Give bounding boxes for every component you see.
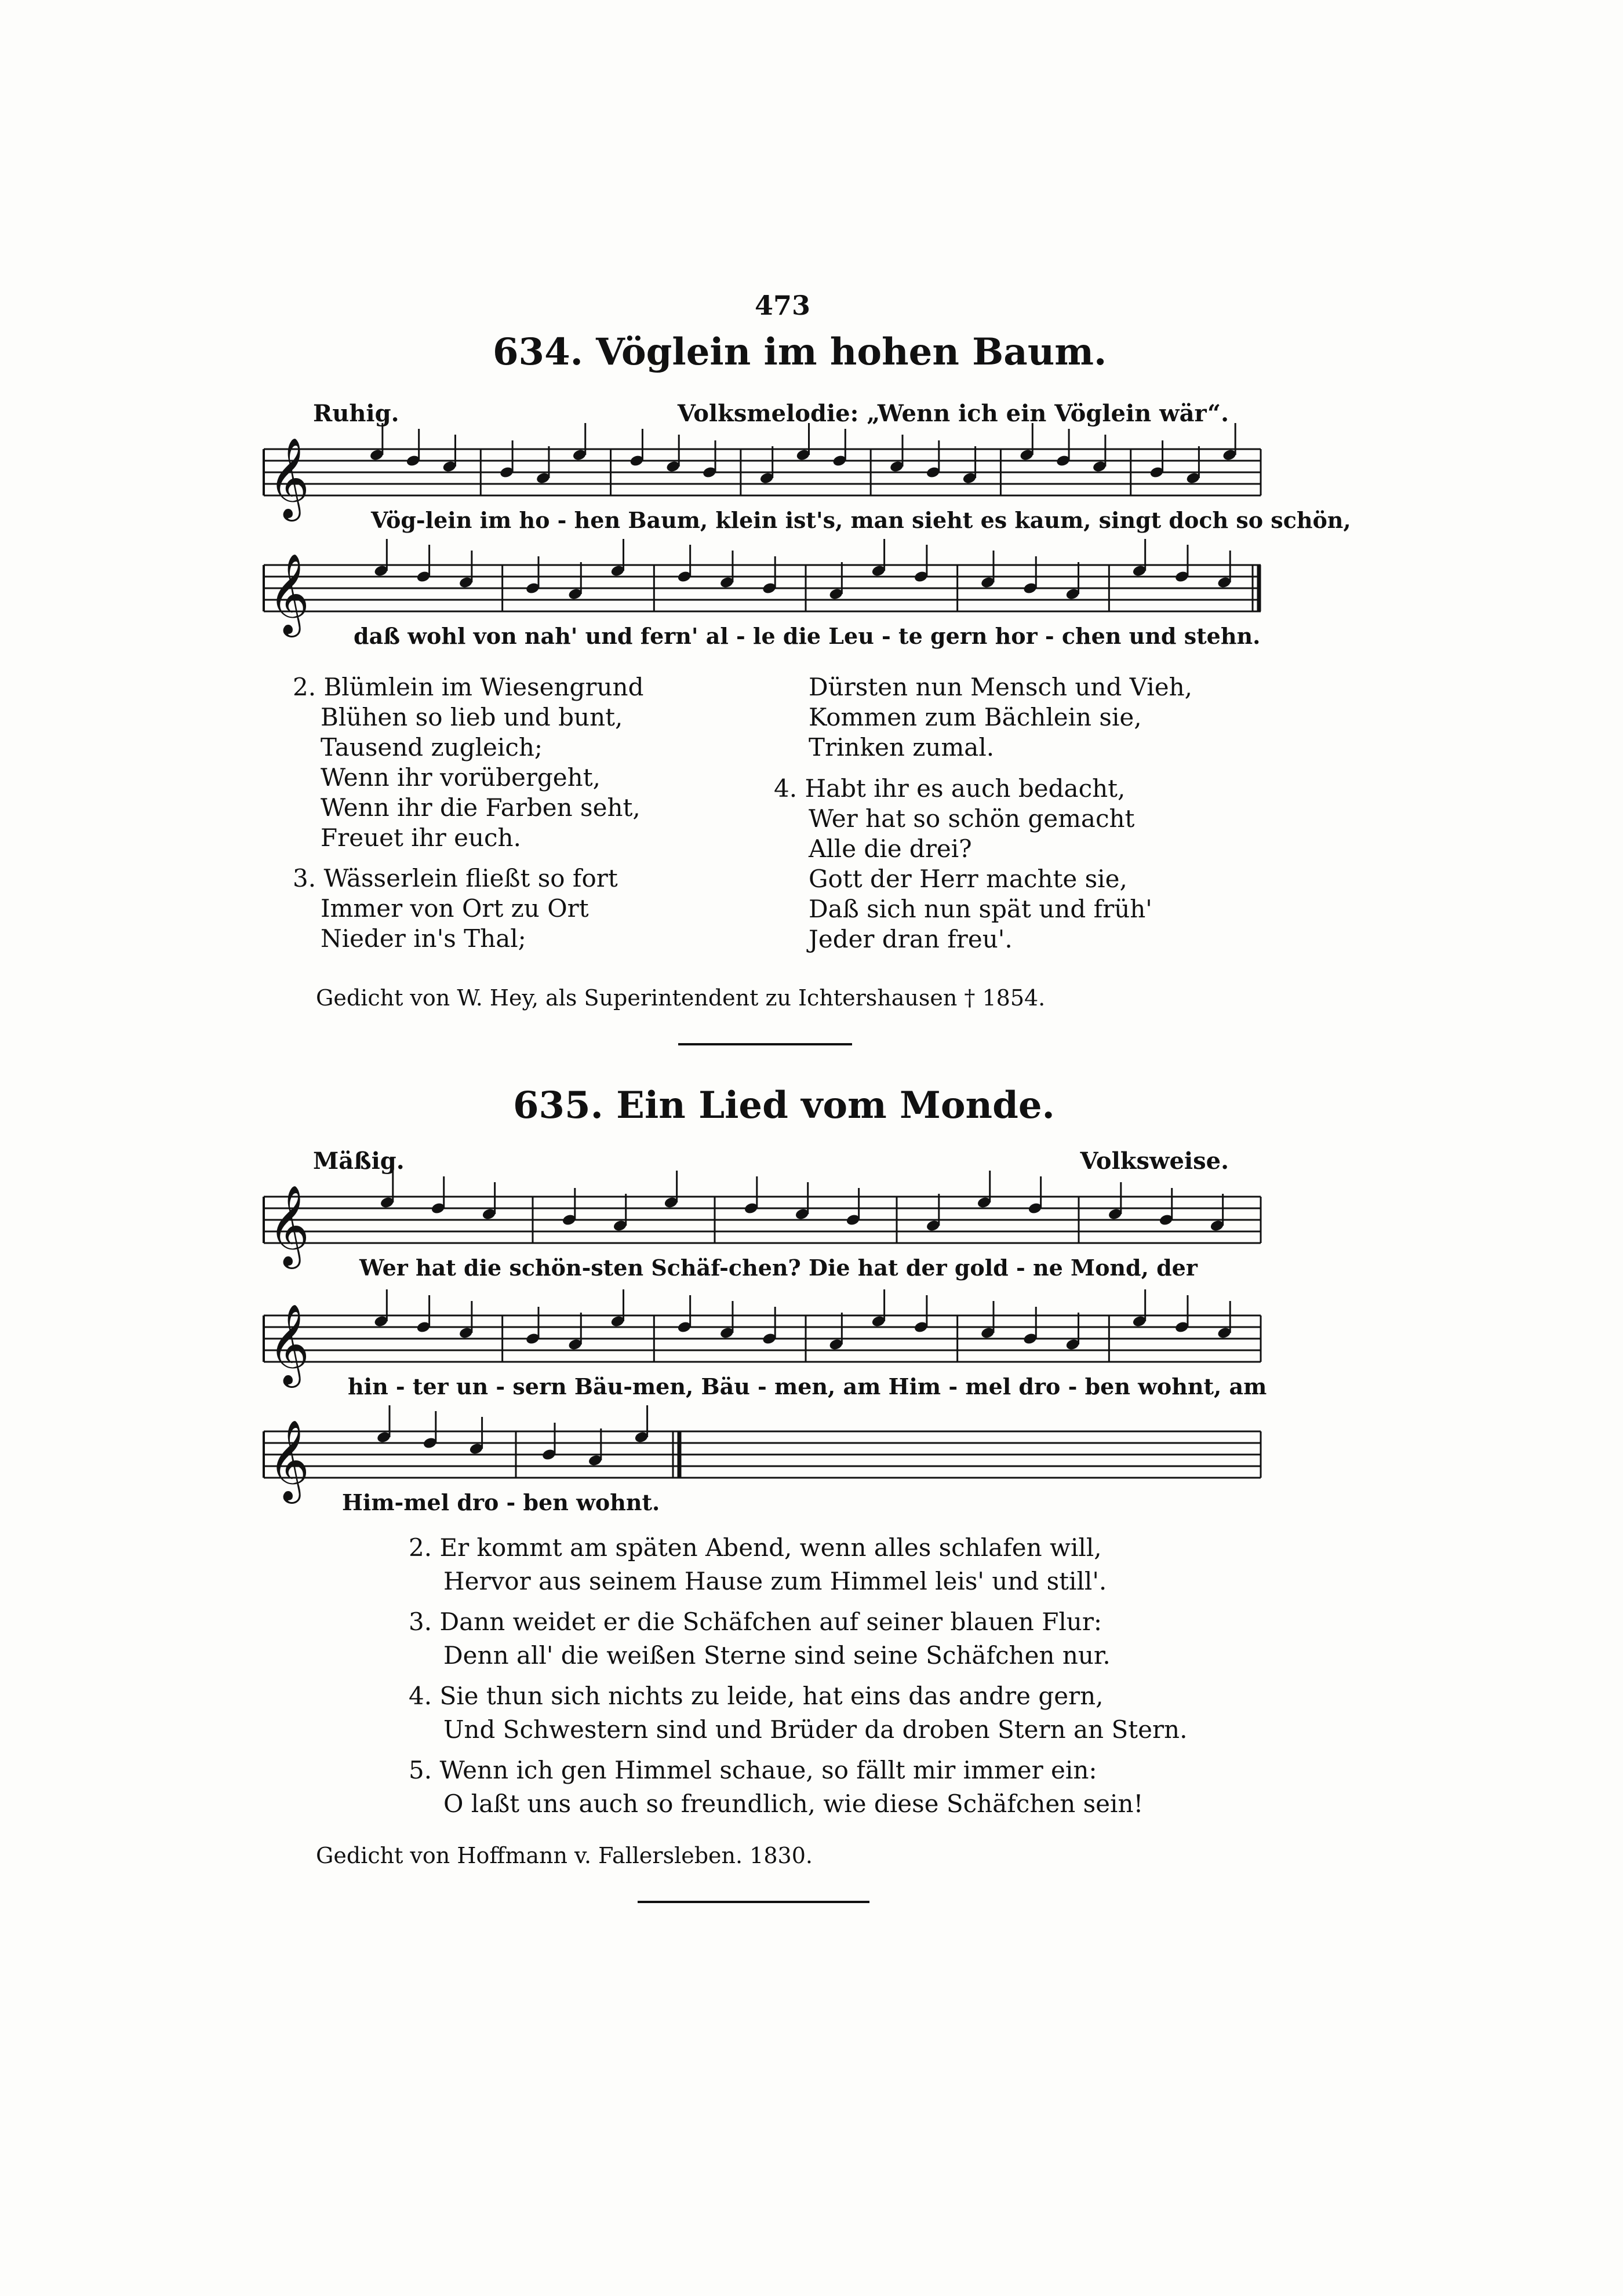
song-635-verse-3	[409, 1610, 1187, 1684]
song-634-staff-2	[264, 553, 1261, 634]
song-635-melody-source: Volksweise.	[1080, 1147, 1229, 1175]
song-635-verse-4	[409, 1684, 1187, 1758]
verse-line: Blühen so lieb und bunt,	[321, 703, 623, 731]
song-634-verse-3-continued	[809, 675, 1192, 766]
verse-line: Sie thun sich nichts zu leide, hat eins das andre gern,	[439, 1682, 1104, 1710]
song-635-tempo: Mäßig.	[313, 1147, 405, 1175]
song-634-credit: Gedicht von W. Hey, als Superintendent zu Ichtershausen † 1854.	[316, 985, 1046, 1011]
verse-line: Alle die drei?	[809, 834, 972, 863]
song-635-lyrics-2: hin - ter un - sern Bäu-men, Bäu - men, am Him - mel dro - ben wohnt, am	[348, 1373, 1267, 1400]
verse-line: Er kommt am späten Abend, wenn alles schlafen will,	[439, 1533, 1102, 1562]
song-635-title: Ein Lied vom Monde.	[616, 1084, 1055, 1127]
treble-clef-icon: 𝄞	[268, 1420, 310, 1500]
verse-line: Trinken zumal.	[809, 733, 995, 761]
verse-line: Denn all' die weißen Sterne sind seine Schäfchen nur.	[443, 1641, 1111, 1670]
verse-line: Wenn ihr die Farben seht,	[321, 793, 641, 822]
verse-line: Kommen zum Bächlein sie,	[809, 703, 1142, 731]
song-634-number: 634.	[493, 330, 583, 374]
song-634-staff-1	[264, 438, 1261, 518]
verse-line: Freuet ihr euch.	[321, 823, 521, 852]
verse-line: Dann weidet er die Schäfchen auf seiner blauen Flur:	[439, 1608, 1102, 1636]
verse-line: Habt ihr es auch bedacht,	[805, 774, 1126, 803]
song-634-tempo: Ruhig.	[313, 400, 399, 427]
treble-clef-icon: 𝄞	[268, 438, 310, 518]
song-635-lyrics-3: Him-mel dro - ben wohnt.	[342, 1489, 660, 1515]
verse-line: Immer von Ort zu Ort	[321, 894, 589, 923]
song-634-title: Vöglein im hohen Baum.	[596, 330, 1107, 374]
verse-line: Wenn ich gen Himmel schaue, so fällt mir immer ein:	[439, 1756, 1097, 1784]
song-634-verse-2	[293, 675, 643, 856]
song-635-staff-3	[264, 1420, 1261, 1500]
verse-line: O laßt uns auch so freundlich, wie diese Schäfchen sein!	[443, 1790, 1144, 1818]
verse-line: Wässerlein fließt so fort	[323, 864, 618, 892]
song-634-verse-3	[293, 866, 618, 957]
song-635-title-block	[513, 1084, 1055, 1127]
song-634-verse-4	[774, 774, 1152, 957]
treble-clef-icon: 𝄞	[268, 1185, 310, 1266]
song-635-number: 635.	[513, 1084, 603, 1127]
verse-line: Wenn ihr vorübergeht,	[321, 763, 601, 792]
separator-rule-bottom	[638, 1901, 869, 1903]
song-634-melody-source: Volksmelodie: „Wenn ich ein Vöglein wär“.	[677, 400, 1229, 427]
verse-line: Wer hat so schön gemacht	[809, 804, 1135, 833]
verse-label: 4.	[774, 774, 798, 803]
song-635-staff-2	[264, 1304, 1261, 1384]
verse-line: Dürsten nun Mensch und Vieh,	[809, 673, 1192, 701]
verse-label: 3.	[293, 864, 316, 892]
page-number: 473	[754, 290, 811, 321]
treble-clef-icon: 𝄞	[268, 1304, 310, 1384]
treble-clef-icon: 𝄞	[268, 553, 310, 634]
separator-rule	[678, 1043, 852, 1045]
song-635-verse-5	[409, 1758, 1187, 1832]
song-634-lyrics-1: Vög-lein im ho - hen Baum, klein ist's, man sieht es kaum, singt doch so schön,	[371, 507, 1351, 533]
verse-label: 5.	[409, 1756, 432, 1784]
verse-line: Und Schwestern sind und Brüder da droben Stern an Stern.	[443, 1715, 1188, 1744]
verse-line: Hervor aus seinem Hause zum Himmel leis' und still'.	[443, 1567, 1107, 1595]
verse-line: Gott der Herr machte sie,	[809, 865, 1127, 893]
song-635-verse-2	[409, 1533, 1187, 1610]
verse-line: Nieder in's Thal;	[321, 924, 526, 953]
verse-line: Daß sich nun spät und früh'	[809, 895, 1152, 923]
verse-label: 4.	[409, 1682, 432, 1710]
song-635-lyrics-1: Wer hat die schön-sten Schäf-chen? Die hat der gold - ne Mond, der	[359, 1255, 1198, 1281]
song-634-title-block	[493, 330, 1107, 374]
verse-label: 2.	[409, 1533, 432, 1562]
song-635-verses	[409, 1533, 1188, 1832]
song-634-lyrics-2: daß wohl von nah' und fern' al - le die Leu - te gern hor - chen und stehn.	[354, 623, 1261, 649]
verse-line: Blümlein im Wiesengrund	[323, 673, 644, 701]
song-635-staff-1	[264, 1185, 1261, 1266]
verse-label: 2.	[293, 673, 316, 701]
song-635-credit: Gedicht von Hoffmann v. Fallersleben. 1830.	[316, 1843, 813, 1868]
verse-line: Tausend zugleich;	[321, 733, 543, 761]
verse-line: Jeder dran freu'.	[809, 925, 1013, 953]
verse-label: 3.	[409, 1608, 432, 1636]
